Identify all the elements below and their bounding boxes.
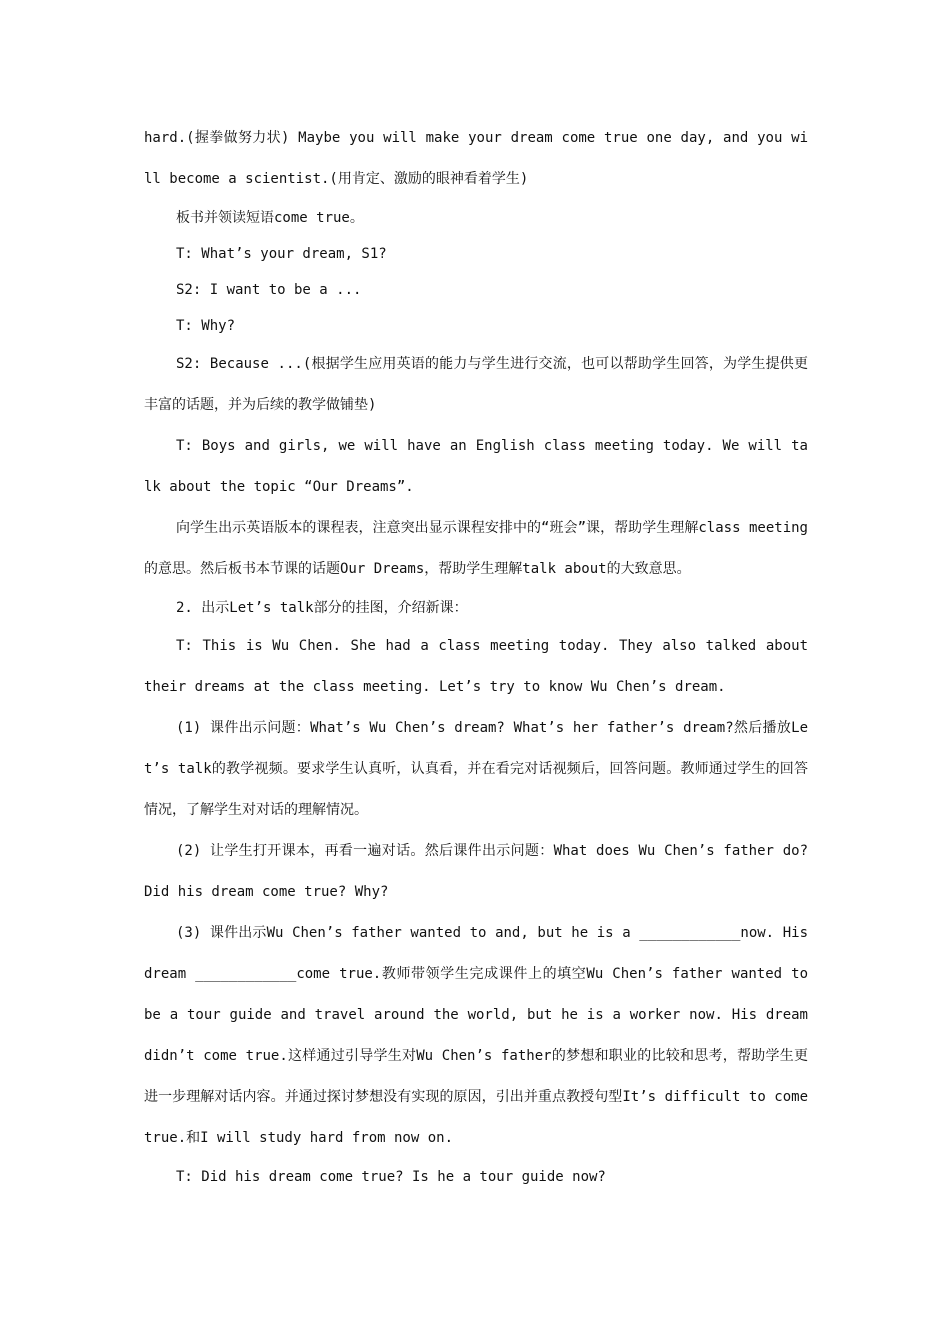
paragraph-instruction: 向学生出示英语版本的课程表，注意突出显示课程安排中的“班会”课，帮助学生理解class meeting的意思。然后板书本节课的话题Our Dreams，帮助学生理解talk about的大致意思。 — [144, 520, 808, 577]
paragraph-continuation: hard.(握拳做努力状) Maybe you will make your dream come true one day, and you will become a scientist.(用肯定、激励的眼神看着学生) — [144, 130, 808, 187]
dialogue-line: T: What’s your dream, S1? — [176, 246, 387, 262]
paragraph-step-2: (2) 让学生打开课本，再看一遍对话。然后课件出示问题：What does Wu Chen’s father do? Did his dream come true? Why? — [144, 843, 808, 900]
paragraph-board-phrase: 板书并领读短语come true。 — [176, 210, 364, 226]
dialogue-line: S2: Because ...(根据学生应用英语的能力与学生进行交流，也可以帮助学生回答，为学生提供更丰富的话题，并为后续的教学做铺垫) — [144, 356, 808, 413]
dialogue-line: S2: I want to be a ... — [176, 282, 362, 298]
dialogue-line: T: Why? — [176, 318, 236, 334]
dialogue-line: T: This is Wu Chen. She had a class meeting today. They also talked about their dreams at the class meeting. Let’s try to know Wu Chen’s dream. — [144, 638, 808, 695]
dialogue-line: T: Boys and girls, we will have an English class meeting today. We will talk about the topic “Our Dreams”. — [144, 438, 808, 495]
paragraph-step-3: (3) 课件出示Wu Chen’s father wanted to and, but he is a ____________now. His dream ____________come true.教师带领学生完成课件上的填空Wu Chen’s father wanted to be a tour guide and travel around the world, but he is a worker now. His dream didn’t come true.这样通过引导学生对Wu Chen’s father的梦想和职业的比较和思考，帮助学生更进一步理解对话内容。并通过探讨梦想没有实现的原因，引出并重点教授句型It’s difficult to come true.和I will study hard from now on. — [144, 925, 808, 1146]
section-heading: 2. 出示Let’s talk部分的挂图，介绍新课： — [176, 600, 468, 616]
document-body — [144, 118, 808, 1195]
dialogue-line: T: Did his dream come true? Is he a tour guide now? — [176, 1169, 606, 1185]
paragraph-step-1: (1) 课件出示问题：What’s Wu Chen’s dream? What’s her father’s dream?然后播放Let’s talk的教学视频。要求学生认真听，认真看，并在看完对话视频后，回答问题。教师通过学生的回答情况，了解学生对对话的理解情况。 — [144, 720, 808, 818]
